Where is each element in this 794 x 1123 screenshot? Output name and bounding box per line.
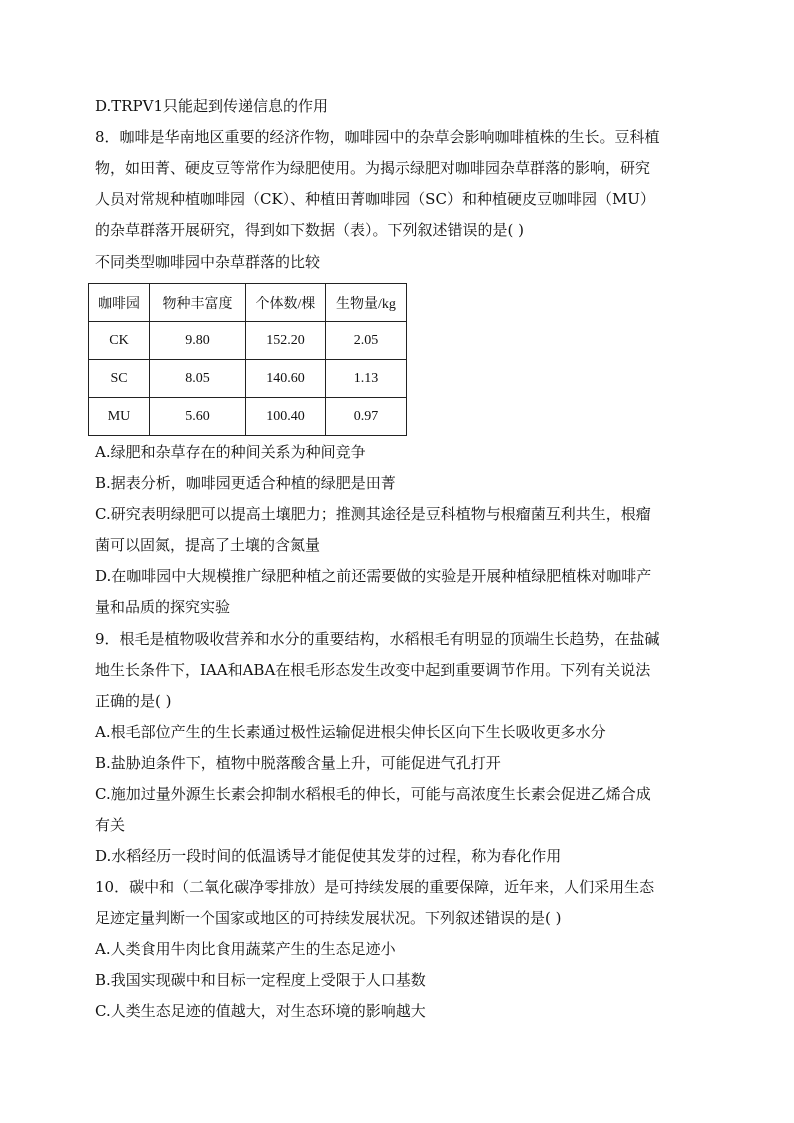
table-cell: 0.97 <box>326 398 407 436</box>
option-a: A.绿肥和杂草存在的种间关系为种间竞争 <box>95 443 366 461</box>
table-row <box>89 360 407 398</box>
text-line: 的杂草群落开展研究，得到如下数据（表）。下列叙述错误的是( ) <box>95 221 524 239</box>
table-header-row <box>89 284 407 322</box>
option-a: A.根毛部位产生的生长素通过极性运输促进根尖伸长区向下生长吸收更多水分 <box>95 723 606 741</box>
question-8-stem: 8．咖啡是华南地区重要的经济作物，咖啡园中的杂草会影响咖啡植株的生长。豆科植 <box>95 128 660 146</box>
option-c: C.施加过量外源生长素会抑制水稻根毛的伸长，可能与高浓度生长素会促进乙烯合成 <box>95 785 651 803</box>
table-cell: SC <box>89 360 150 398</box>
text-line: 人员对常规种植咖啡园（CK）、种植田菁咖啡园（SC）和种植硬皮豆咖啡园（MU） <box>95 190 655 208</box>
question-9-stem: 9．根毛是植物吸收营养和水分的重要结构，水稻根毛有明显的顶端生长趋势，在盐碱 <box>95 630 660 648</box>
text-line: 物，如田菁、硬皮豆等常作为绿肥使用。为揭示绿肥对咖啡园杂草群落的影响，研究 <box>95 159 651 177</box>
table-cell: 152.20 <box>246 322 326 360</box>
table-cell: 140.60 <box>246 360 326 398</box>
option-a: A.人类食用牛肉比食用蔬菜产生的生态足迹小 <box>95 940 396 958</box>
text-line: 量和品质的探究实验 <box>95 598 231 616</box>
option-c: C.人类生态足迹的值越大，对生态环境的影响越大 <box>95 1002 426 1020</box>
table-cell: 5.60 <box>150 398 246 436</box>
table-row <box>89 322 407 360</box>
column-header: 生物量/kg <box>326 284 407 322</box>
option-b: B.盐胁迫条件下，植物中脱落酸含量上升，可能促进气孔打开 <box>95 754 501 772</box>
table-cell: MU <box>89 398 150 436</box>
text-line: 地生长条件下，IAA和ABA在根毛形态发生改变中起到重要调节作用。下列有关说法 <box>95 661 651 679</box>
option-b: B.据表分析，咖啡园更适合种植的绿肥是田菁 <box>95 474 396 492</box>
table-caption: 不同类型咖啡园中杂草群落的比较 <box>95 253 321 271</box>
text-line: 菌可以固氮，提高了土壤的含氮量 <box>95 536 321 554</box>
text-line: D.TRPV1只能起到传递信息的作用 <box>95 97 329 115</box>
column-header: 个体数/棵 <box>246 284 326 322</box>
table-row <box>89 398 407 436</box>
option-d: D.水稻经历一段时间的低温诱导才能促使其发芽的过程，称为春化作用 <box>95 847 562 865</box>
option-b: B.我国实现碳中和目标一定程度上受限于人口基数 <box>95 971 426 989</box>
text-line: 正确的是( ) <box>95 692 172 710</box>
table-cell: CK <box>89 322 150 360</box>
table-cell: 2.05 <box>326 322 407 360</box>
column-header: 物种丰富度 <box>150 284 246 322</box>
option-c: C.研究表明绿肥可以提高土壤肥力；推测其途径是豆科植物与根瘤菌互利共生，根瘤 <box>95 505 651 523</box>
table-cell: 8.05 <box>150 360 246 398</box>
table-cell: 1.13 <box>326 360 407 398</box>
table-cell: 100.40 <box>246 398 326 436</box>
question-10-stem: 10．碳中和（二氧化碳净零排放）是可持续发展的重要保障，近年来，人们采用生态 <box>95 878 655 896</box>
option-d: D.在咖啡园中大规模推广绿肥种植之前还需要做的实验是开展种植绿肥植株对咖啡产 <box>95 567 652 585</box>
text-line: 有关 <box>95 816 126 834</box>
column-header: 咖啡园 <box>89 284 150 322</box>
text-line: 足迹定量判断一个国家或地区的可持续发展状况。下列叙述错误的是( ) <box>95 909 562 927</box>
table-cell: 9.80 <box>150 322 246 360</box>
data-table <box>88 283 407 436</box>
